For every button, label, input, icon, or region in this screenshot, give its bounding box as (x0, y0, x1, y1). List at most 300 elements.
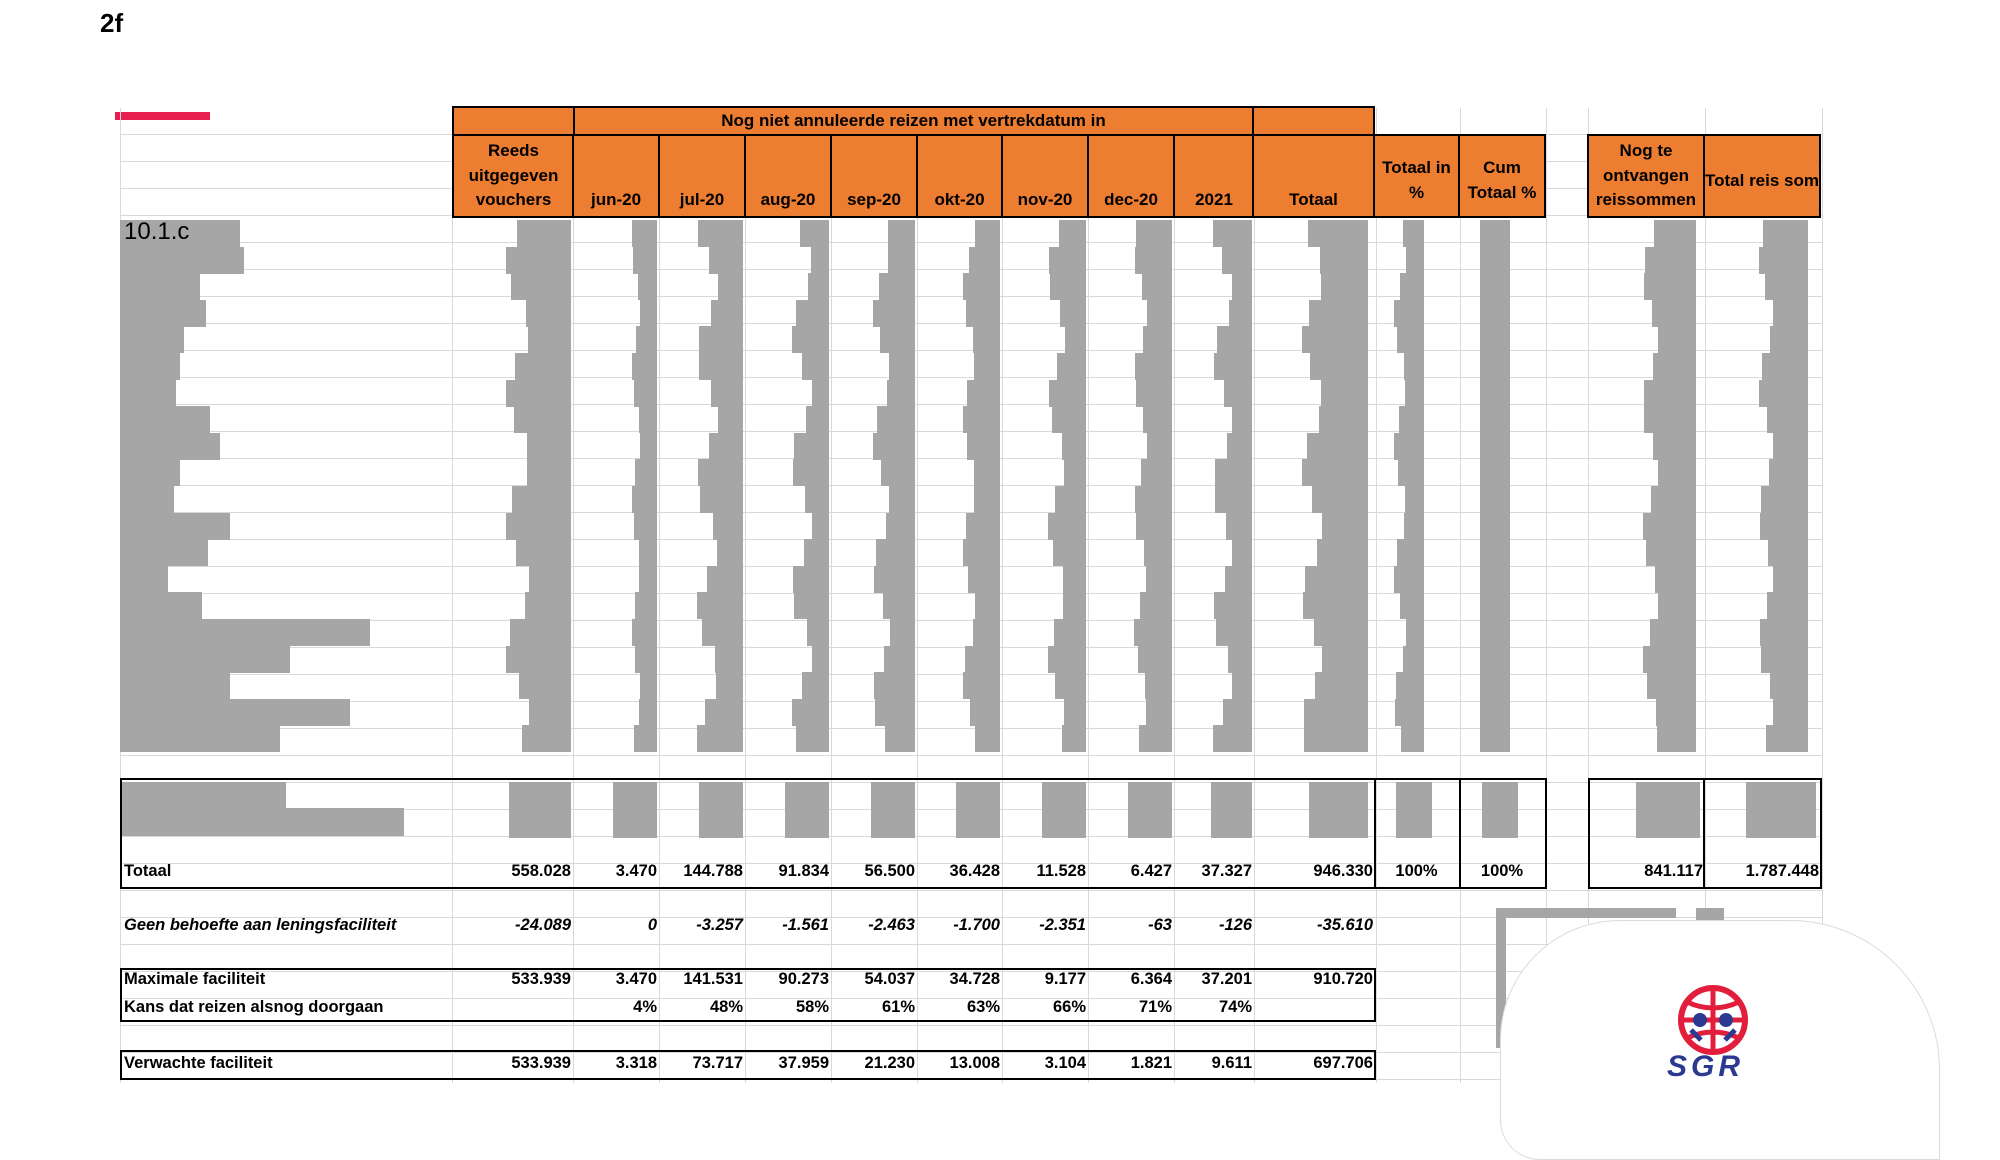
grid-line (120, 377, 1822, 378)
redaction-block (1232, 672, 1252, 699)
cell-totaal: 100% (1395, 862, 1438, 880)
redaction-block (1773, 433, 1808, 460)
redaction-block (1136, 220, 1172, 247)
redaction-block (968, 566, 1000, 593)
redaction-block (1480, 380, 1510, 407)
redaction-block (1658, 592, 1696, 619)
redaction-block (1135, 247, 1172, 274)
cell-kans: 71% (1138, 998, 1172, 1016)
redaction-block (1063, 592, 1086, 619)
redaction-block (1480, 300, 1510, 327)
redaction-block (120, 672, 230, 699)
header-month: jun-20 (572, 134, 660, 218)
redaction-block (792, 326, 829, 353)
cell-maximale: 9.177 (1044, 970, 1086, 988)
redaction-block (1143, 326, 1172, 353)
redaction-block (1314, 619, 1368, 646)
redaction-block (120, 513, 230, 540)
redaction-block (1773, 566, 1808, 593)
redaction-block (1650, 619, 1696, 646)
redaction-block (1480, 433, 1510, 460)
cell-totaal: 1.787.448 (1745, 862, 1819, 880)
redaction-block (709, 433, 743, 460)
redaction-block (698, 459, 743, 486)
redaction-block (1643, 646, 1696, 673)
redaction-block (1139, 725, 1172, 752)
redaction-block (120, 539, 208, 566)
redaction-block (120, 353, 180, 380)
redaction-block (975, 220, 1000, 247)
redaction-block (1480, 725, 1510, 752)
cell-totaal: 144.788 (683, 862, 743, 880)
redaction-block (1480, 513, 1510, 540)
redaction-block (1480, 672, 1510, 699)
redaction-block (973, 326, 1000, 353)
redaction-block (1136, 380, 1172, 407)
redaction-block (1222, 247, 1252, 274)
redaction-block (702, 619, 743, 646)
redaction-block (963, 539, 1000, 566)
redaction-block (1646, 539, 1696, 566)
redaction-block (1050, 273, 1086, 300)
redaction-block (1763, 220, 1808, 247)
redaction-block (715, 646, 743, 673)
redaction-block (120, 300, 206, 327)
cell-totaal: 946.330 (1313, 862, 1373, 880)
redaction-block (1213, 725, 1252, 752)
redaction-block (1312, 486, 1368, 513)
redaction-block (1395, 699, 1424, 726)
redaction-block (1217, 326, 1252, 353)
header-month: aug-20 (744, 134, 832, 218)
redaction-block (1765, 273, 1808, 300)
redaction-block (1480, 459, 1510, 486)
redaction-block (1480, 486, 1510, 513)
redaction-block (1319, 406, 1368, 433)
cell-maximale: 54.037 (864, 970, 915, 988)
redaction-block (511, 273, 571, 300)
redaction-block (517, 220, 571, 247)
redaction-block (506, 513, 571, 540)
redaction-block (966, 300, 1000, 327)
cell-totaal: 56.500 (864, 862, 915, 880)
redaction-block (873, 300, 915, 327)
redaction-block (1644, 273, 1696, 300)
redaction-block (873, 433, 915, 460)
redaction-block (526, 300, 571, 327)
redaction-block (889, 353, 915, 380)
redaction-block (1394, 566, 1424, 593)
redaction-block (1304, 725, 1368, 752)
header-totaal-top (1252, 106, 1375, 136)
grid-line (1376, 108, 1377, 1083)
redaction-block (639, 566, 657, 593)
redaction-block (974, 459, 1000, 486)
cell-maximale: 90.273 (778, 970, 829, 988)
redaction-block (965, 646, 1000, 673)
redaction-block (1065, 326, 1086, 353)
redaction-block (522, 725, 571, 752)
redaction-block (1396, 672, 1424, 699)
redaction-block (120, 646, 290, 673)
redaction-block (793, 459, 829, 486)
redaction-block (1213, 220, 1252, 247)
redaction-block (1223, 699, 1252, 726)
redaction-block (634, 725, 657, 752)
redaction-block (120, 699, 350, 726)
redaction-block (713, 513, 743, 540)
redaction-block (120, 566, 168, 593)
redaction-block (1055, 486, 1086, 513)
redaction-block (1146, 699, 1172, 726)
redaction-block (1059, 220, 1086, 247)
cell-geen: -1.700 (953, 916, 1000, 934)
grid-line (120, 728, 1822, 729)
redaction-block (1225, 566, 1252, 593)
redaction-block (1303, 592, 1368, 619)
redaction-block (1480, 592, 1510, 619)
cell-verwachte: 533.939 (511, 1054, 571, 1072)
redaction-block (120, 592, 202, 619)
redaction-block (1060, 300, 1086, 327)
redaction-block (1773, 300, 1808, 327)
redaction-block (1135, 353, 1172, 380)
redaction-block (120, 486, 174, 513)
redaction-block (1321, 273, 1368, 300)
redaction-block (1770, 672, 1808, 699)
redaction-block (120, 725, 280, 752)
redaction-block (1403, 220, 1424, 247)
cell-geen: -2.351 (1039, 916, 1086, 934)
redaction-block (1770, 326, 1808, 353)
redaction-block (1480, 247, 1510, 274)
redaction-block (506, 646, 571, 673)
redaction-block (874, 566, 915, 593)
grid-line (120, 755, 1822, 756)
redaction-block (890, 619, 915, 646)
redaction-block (1135, 486, 1172, 513)
redaction-block (527, 433, 571, 460)
redaction-block (1302, 459, 1368, 486)
redaction-block (632, 486, 657, 513)
redaction-block (1768, 539, 1808, 566)
redaction-block (811, 247, 829, 274)
cell-verwachte: 1.821 (1130, 1054, 1172, 1072)
redaction-block (888, 220, 915, 247)
redaction-block (1496, 908, 1676, 918)
redaction-block (529, 699, 571, 726)
redaction-block (1062, 433, 1086, 460)
redaction-block (636, 326, 657, 353)
redaction-block (889, 486, 915, 513)
redaction-block (633, 247, 657, 274)
redaction-block (1401, 725, 1424, 752)
redaction-block (1308, 220, 1368, 247)
redaction-block (120, 406, 210, 433)
redaction-block (1398, 459, 1424, 486)
redaction-block (877, 406, 915, 433)
redaction-block (1227, 433, 1252, 460)
redaction-block (1317, 539, 1368, 566)
redaction-block (709, 247, 743, 274)
redaction-block (1144, 539, 1172, 566)
grid-line (120, 485, 1822, 486)
redaction-block (1215, 486, 1252, 513)
redaction-block (707, 566, 743, 593)
redaction-block (697, 725, 743, 752)
redaction-block (887, 380, 915, 407)
redaction-block (1146, 566, 1172, 593)
cell-totaal: 558.028 (511, 862, 571, 880)
cell-totaal: 11.528 (1036, 862, 1086, 880)
redaction-block (718, 406, 743, 433)
redaction-block (120, 247, 244, 274)
redaction-block (800, 220, 829, 247)
cell-maximale: 37.201 (1201, 970, 1252, 988)
cell-geen: -3.257 (696, 916, 743, 934)
cell-geen: -63 (1148, 916, 1172, 934)
redaction-block (1767, 406, 1808, 433)
accent-bar (115, 112, 210, 120)
redaction-block (1766, 725, 1808, 752)
redaction-block (1228, 646, 1252, 673)
redaction-block (812, 380, 829, 407)
redaction-block (1054, 619, 1086, 646)
redaction-block (885, 725, 915, 752)
redaction-block (881, 459, 915, 486)
redaction-block (792, 699, 829, 726)
redaction-block (516, 539, 571, 566)
cell-geen: -2.463 (868, 916, 915, 934)
redaction-block (1658, 326, 1696, 353)
cell-totaal: 91.834 (778, 862, 829, 880)
redaction-block (1216, 619, 1252, 646)
row-label-verwachte: Verwachte faciliteit (124, 1054, 273, 1072)
redaction-block (120, 433, 220, 460)
redaction-block (506, 247, 571, 274)
redaction-block (963, 672, 1000, 699)
cell-maximale: 910.720 (1313, 970, 1373, 988)
cell-verwachte: 21.230 (864, 1054, 915, 1072)
redaction-block (1643, 513, 1696, 540)
cell-verwachte: 697.706 (1313, 1054, 1373, 1072)
redaction-block (1309, 300, 1368, 327)
redaction-block (1480, 566, 1510, 593)
redaction-block (705, 699, 743, 726)
redaction-block (880, 326, 915, 353)
redaction-block (1145, 672, 1172, 699)
redaction-block (888, 247, 915, 274)
redaction-block (506, 380, 571, 407)
redaction-block (1405, 380, 1424, 407)
redaction-block (1399, 406, 1424, 433)
cell-totaal: 36.428 (949, 862, 1000, 880)
row-label-totaal: Totaal (124, 862, 172, 880)
redaction-block (699, 353, 743, 380)
cell-geen: -35.610 (1317, 916, 1373, 934)
redaction-block (700, 486, 743, 513)
redaction-block (975, 592, 1000, 619)
redaction-block (1143, 406, 1172, 433)
cell-geen: 0 (647, 916, 657, 934)
redaction-block (1055, 672, 1086, 699)
redaction-block (883, 592, 915, 619)
redaction-block (1653, 433, 1696, 460)
redaction-block (640, 433, 657, 460)
redaction-block (794, 592, 829, 619)
redaction-block (1305, 566, 1368, 593)
header-month: sep-20 (830, 134, 918, 218)
redaction-block (970, 699, 1000, 726)
redaction-block (974, 353, 1000, 380)
redaction-block (1400, 592, 1424, 619)
redaction-block (812, 646, 829, 673)
redaction-block (528, 326, 571, 353)
cell-geen: -1.561 (782, 916, 829, 934)
redaction-block (812, 513, 829, 540)
cell-totaal: 37.327 (1201, 862, 1252, 880)
cell-kans: 61% (881, 998, 915, 1016)
header-month: nov-20 (1001, 134, 1089, 218)
redaction-block (120, 459, 180, 486)
redaction-block (1762, 353, 1808, 380)
cell-verwachte: 73.717 (692, 1054, 743, 1072)
redaction-block (874, 672, 915, 699)
redaction-block (1064, 459, 1086, 486)
redaction-block (640, 300, 657, 327)
cell-verwachte: 3.318 (615, 1054, 657, 1072)
redaction-block (802, 353, 829, 380)
redaction-block (525, 592, 571, 619)
redaction-block (875, 699, 915, 726)
redaction-block (1214, 592, 1252, 619)
redaction-block (1647, 672, 1696, 699)
grid-line (120, 593, 1822, 594)
redaction-block (1480, 699, 1510, 726)
header-totaal-pct: Totaal in % (1373, 134, 1460, 218)
redaction-block (1229, 300, 1252, 327)
redaction-block (639, 539, 657, 566)
redaction-block (529, 566, 571, 593)
redaction-block (510, 619, 571, 646)
redaction-block (884, 646, 915, 673)
redaction-block (974, 486, 1000, 513)
redaction-block (1063, 566, 1086, 593)
redaction-block (1397, 326, 1424, 353)
cell-geen: -126 (1218, 916, 1252, 934)
redaction-block (120, 619, 370, 646)
cell-kans: 66% (1052, 998, 1086, 1016)
redaction-block (639, 406, 657, 433)
redaction-block (1657, 725, 1696, 752)
redaction-block (1480, 220, 1510, 247)
redaction-block (1773, 699, 1808, 726)
redaction-block (807, 619, 829, 646)
grid-line (1546, 108, 1547, 1083)
cell-kans: 63% (966, 998, 1000, 1016)
grid-line (120, 350, 1822, 351)
redaction-block (1644, 380, 1696, 407)
redaction-block (1307, 433, 1368, 460)
redaction-block (1315, 672, 1368, 699)
redaction-block (1214, 353, 1252, 380)
redaction-block (796, 300, 829, 327)
redaction-block (1760, 513, 1808, 540)
cell-totaal: 100% (1480, 862, 1524, 880)
redaction-block (120, 273, 200, 300)
redaction-block (512, 486, 571, 513)
redaction-block (640, 672, 657, 699)
header-month: 2021 (1173, 134, 1255, 218)
cell-maximale: 533.939 (511, 970, 571, 988)
redaction-block (1403, 646, 1424, 673)
redaction-block (1769, 459, 1808, 486)
redaction-block (1406, 619, 1424, 646)
redaction-block (1761, 646, 1808, 673)
header-month: jul-20 (658, 134, 746, 218)
page-label: 2f (100, 8, 124, 38)
redaction-block (1140, 592, 1172, 619)
redaction-block (1658, 459, 1696, 486)
row-label-maximale: Maximale faciliteit (124, 970, 266, 988)
redaction-block (639, 699, 657, 726)
redaction-block (1406, 247, 1424, 274)
grid-line (1460, 108, 1461, 1083)
grid-line (120, 620, 1822, 621)
redaction-block (698, 220, 743, 247)
cell-kans: 4% (633, 998, 657, 1016)
redaction-block (718, 273, 743, 300)
redaction-block (1394, 300, 1424, 327)
redaction-block (975, 725, 1000, 752)
redaction-block (1057, 353, 1086, 380)
redaction-block (120, 380, 176, 407)
redaction-block (1656, 699, 1696, 726)
redaction-block (635, 459, 657, 486)
cell-kans (1252, 994, 1373, 1020)
redaction-block (1136, 513, 1172, 540)
redaction-block (963, 273, 1000, 300)
redaction-block (1048, 646, 1086, 673)
redaction-block (1322, 646, 1368, 673)
redaction-block (1651, 486, 1696, 513)
cell-maximale: 3.470 (615, 970, 657, 988)
cell-totaal: 841.117 (1644, 862, 1703, 880)
redaction-block (638, 273, 657, 300)
redaction-block (1480, 619, 1510, 646)
redaction-block (1653, 353, 1696, 380)
cell-totaal: 3.470 (615, 862, 657, 880)
redaction-block (635, 592, 657, 619)
cell-maximale: 6.364 (1130, 970, 1172, 988)
header-nog-te: Nog te ontvangen reissommen (1587, 134, 1705, 218)
row-label-geen: Geen behoefte aan leningsfaciliteit (124, 916, 397, 934)
header-cum-pct: Cum Totaal % (1458, 134, 1546, 218)
redaction-block (1322, 513, 1368, 540)
redaction-block (1480, 539, 1510, 566)
redaction-block (1141, 459, 1172, 486)
redaction-block (519, 672, 571, 699)
logo-text: SGR (1667, 1050, 1745, 1083)
redaction-block (1224, 380, 1252, 407)
redaction-block (969, 247, 1000, 274)
redaction-block (1062, 725, 1086, 752)
redaction-block (1147, 433, 1172, 460)
header-month: dec-20 (1087, 134, 1175, 218)
header-month: okt-20 (916, 134, 1003, 218)
redaction-block (120, 326, 184, 353)
redaction-block (1232, 273, 1252, 300)
